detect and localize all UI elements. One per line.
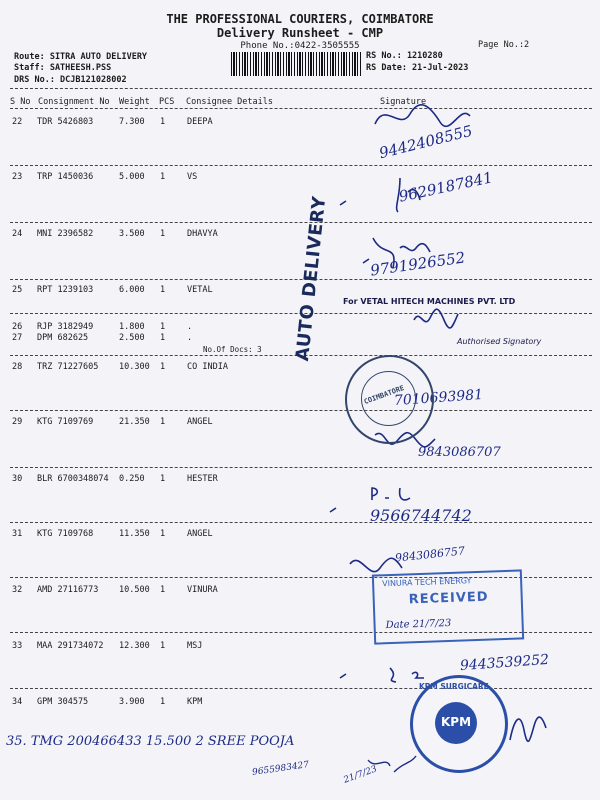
cell-wt: 10.500 <box>119 585 150 595</box>
col-pcs: PCS <box>159 97 175 107</box>
kpm-center-text: KPM <box>441 715 472 729</box>
cell-name: MSJ <box>187 641 203 651</box>
cell-pcs: 1 <box>160 641 166 651</box>
received-company: VINURA TECH ENERGY <box>381 576 472 589</box>
kpm-center-badge <box>435 702 477 744</box>
drs-number: DRS No.: DCJB121028002 <box>14 75 127 85</box>
cell-name: VS <box>187 172 198 182</box>
phone-number: Phone No.:0422-3505555 <box>240 41 360 51</box>
header-divider-bottom <box>10 108 592 109</box>
cell-wt: 7.300 <box>119 117 145 127</box>
col-weight: Weight <box>119 97 150 107</box>
cell-wt: 3.500 <box>119 229 145 239</box>
handwritten-phone-32: 9843086757 <box>394 544 466 565</box>
cell-pcs: 1 <box>160 362 166 372</box>
cell-cons: RJP 3182949 <box>37 322 94 332</box>
cell-name: HESTER <box>187 474 218 484</box>
vetal-company-stamp: For VETAL HITECH MACHINES PVT. LTD <box>343 297 516 306</box>
cell-sno: 23 <box>12 172 23 182</box>
cell-name: DHAVYA <box>187 229 218 239</box>
cell-name: VETAL <box>187 285 213 295</box>
rs-date: RS Date: 21-Jul-2023 <box>366 63 469 73</box>
cell-name: ANGEL <box>187 417 213 427</box>
handwritten-bottom-date: 21/7/23 <box>342 764 379 786</box>
col-consignment: Consignment No <box>38 97 110 107</box>
cell-pcs: 1 <box>160 529 166 539</box>
row-divider <box>10 222 592 223</box>
cell-pcs: 1 <box>160 172 166 182</box>
cell-cons: TRP 1450036 <box>37 172 94 182</box>
cell-pcs: 1 <box>160 322 166 332</box>
no-of-docs: No.Of Docs: 3 <box>203 345 262 354</box>
cell-pcs: 1 <box>160 229 166 239</box>
cell-pcs: 1 <box>160 117 166 127</box>
cell-cons: TRZ 71227605 <box>37 362 99 372</box>
cell-cons: MAA 291734072 <box>37 641 104 651</box>
runsheet-title: Delivery Runsheet - CMP <box>216 26 384 40</box>
cell-sno: 28 <box>12 362 23 372</box>
cell-pcs: 1 <box>160 285 166 295</box>
col-signature: Signature <box>380 97 427 107</box>
cell-cons: KTG 7109768 <box>37 529 94 539</box>
signature-scribble <box>410 300 470 330</box>
cell-sno: 32 <box>12 585 23 595</box>
signature-scribble <box>500 700 560 750</box>
received-stamp <box>372 569 524 644</box>
cell-wt: 11.350 <box>119 529 150 539</box>
row-divider <box>10 522 592 523</box>
cell-pcs: 1 <box>160 417 166 427</box>
handwritten-phone-33: 9443539252 <box>459 651 550 675</box>
cell-wt: 3.900 <box>119 697 145 707</box>
cell-wt: 6.000 <box>119 285 145 295</box>
cell-sno: 30 <box>12 474 23 484</box>
row-divider <box>10 165 592 166</box>
cell-sno: 24 <box>12 229 23 239</box>
cell-cons: GPM 304575 <box>37 697 89 707</box>
cell-cons: TDR 5426803 <box>37 117 94 127</box>
cell-sno: 25 <box>12 285 23 295</box>
cell-sno: 26 <box>12 322 23 332</box>
auto-delivery-stamp: AUTO DELIVERY <box>292 195 331 363</box>
row-divider <box>10 688 592 689</box>
cell-pcs: 1 <box>160 474 166 484</box>
route: Route: SITRA AUTO DELIVERY <box>14 52 148 62</box>
cell-cons: DPM 682625 <box>37 333 89 343</box>
cell-cons: AMD 27116773 <box>37 585 99 595</box>
received-date: Date 21/7/23 <box>385 617 452 632</box>
cell-sno: 34 <box>12 697 23 707</box>
col-sno: S No <box>10 97 31 107</box>
kpm-ring-text: KPM SURGICARE <box>419 682 489 691</box>
cell-name: KPM <box>187 697 203 707</box>
header-divider <box>10 88 592 89</box>
cell-pcs: 1 <box>160 333 166 343</box>
cell-name: CO INDIA <box>187 362 228 372</box>
cell-pcs: 1 <box>160 697 166 707</box>
received-label: RECEIVED <box>408 589 489 608</box>
handwritten-phone-24: 9791926552 <box>369 248 467 280</box>
cell-name: VINURA <box>187 585 218 595</box>
cell-name: . <box>187 333 193 343</box>
page-number: Page No.:2 <box>478 40 530 50</box>
cell-cons: BLR 6700348074 <box>37 474 109 484</box>
cell-wt: 1.800 <box>119 322 145 332</box>
cell-wt: 12.300 <box>119 641 150 651</box>
co-india-stamp-text: COIMBATORE <box>362 384 406 406</box>
barcode <box>231 52 361 76</box>
row-divider <box>10 410 592 411</box>
cell-sno: 31 <box>12 529 23 539</box>
handwritten-bottom-note: 9655983427 <box>251 760 310 778</box>
cell-name: DEEPA <box>187 117 213 127</box>
cell-name: . <box>187 322 193 332</box>
col-consignee: Consignee Details <box>186 97 273 107</box>
cell-wt: 0.250 <box>119 474 145 484</box>
cell-wt: 5.000 <box>119 172 145 182</box>
cell-sno: 27 <box>12 333 23 343</box>
kpm-surgicare-stamp <box>410 675 508 773</box>
cell-wt: 21.350 <box>119 417 150 427</box>
cell-sno: 22 <box>12 117 23 127</box>
cell-cons: MNI 2396582 <box>37 229 94 239</box>
cell-name: ANGEL <box>187 529 213 539</box>
cell-sno: 29 <box>12 417 23 427</box>
cell-wt: 2.500 <box>119 333 145 343</box>
rs-number: RS No.: 1210280 <box>366 51 443 61</box>
cell-wt: 10.300 <box>119 362 150 372</box>
handwritten-phone-23: 9629187841 <box>397 168 495 206</box>
handwritten-phone-29: 9843086707 <box>418 445 501 460</box>
handwritten-phone-30: 9566744742 <box>370 506 472 525</box>
cell-cons: RPT 1239103 <box>37 285 94 295</box>
handwritten-row-35: 35. TMG 200466433 15.500 2 SREE POOJA <box>6 734 295 749</box>
co-india-round-stamp <box>345 355 434 444</box>
cell-pcs: 1 <box>160 585 166 595</box>
signature-scribble <box>360 752 430 782</box>
handwritten-phone-28: 7010693981 <box>393 386 484 410</box>
vetal-signatory: Authorised Signatory <box>457 337 542 346</box>
company-title: THE PROFESSIONAL COURIERS, COIMBATORE <box>166 12 434 26</box>
staff: Staff: SATHEESH.PSS <box>14 63 112 73</box>
handwritten-phone-22: 9442408555 <box>377 121 475 163</box>
cell-cons: KTG 7109769 <box>37 417 94 427</box>
cell-sno: 33 <box>12 641 23 651</box>
row-divider <box>10 467 592 468</box>
